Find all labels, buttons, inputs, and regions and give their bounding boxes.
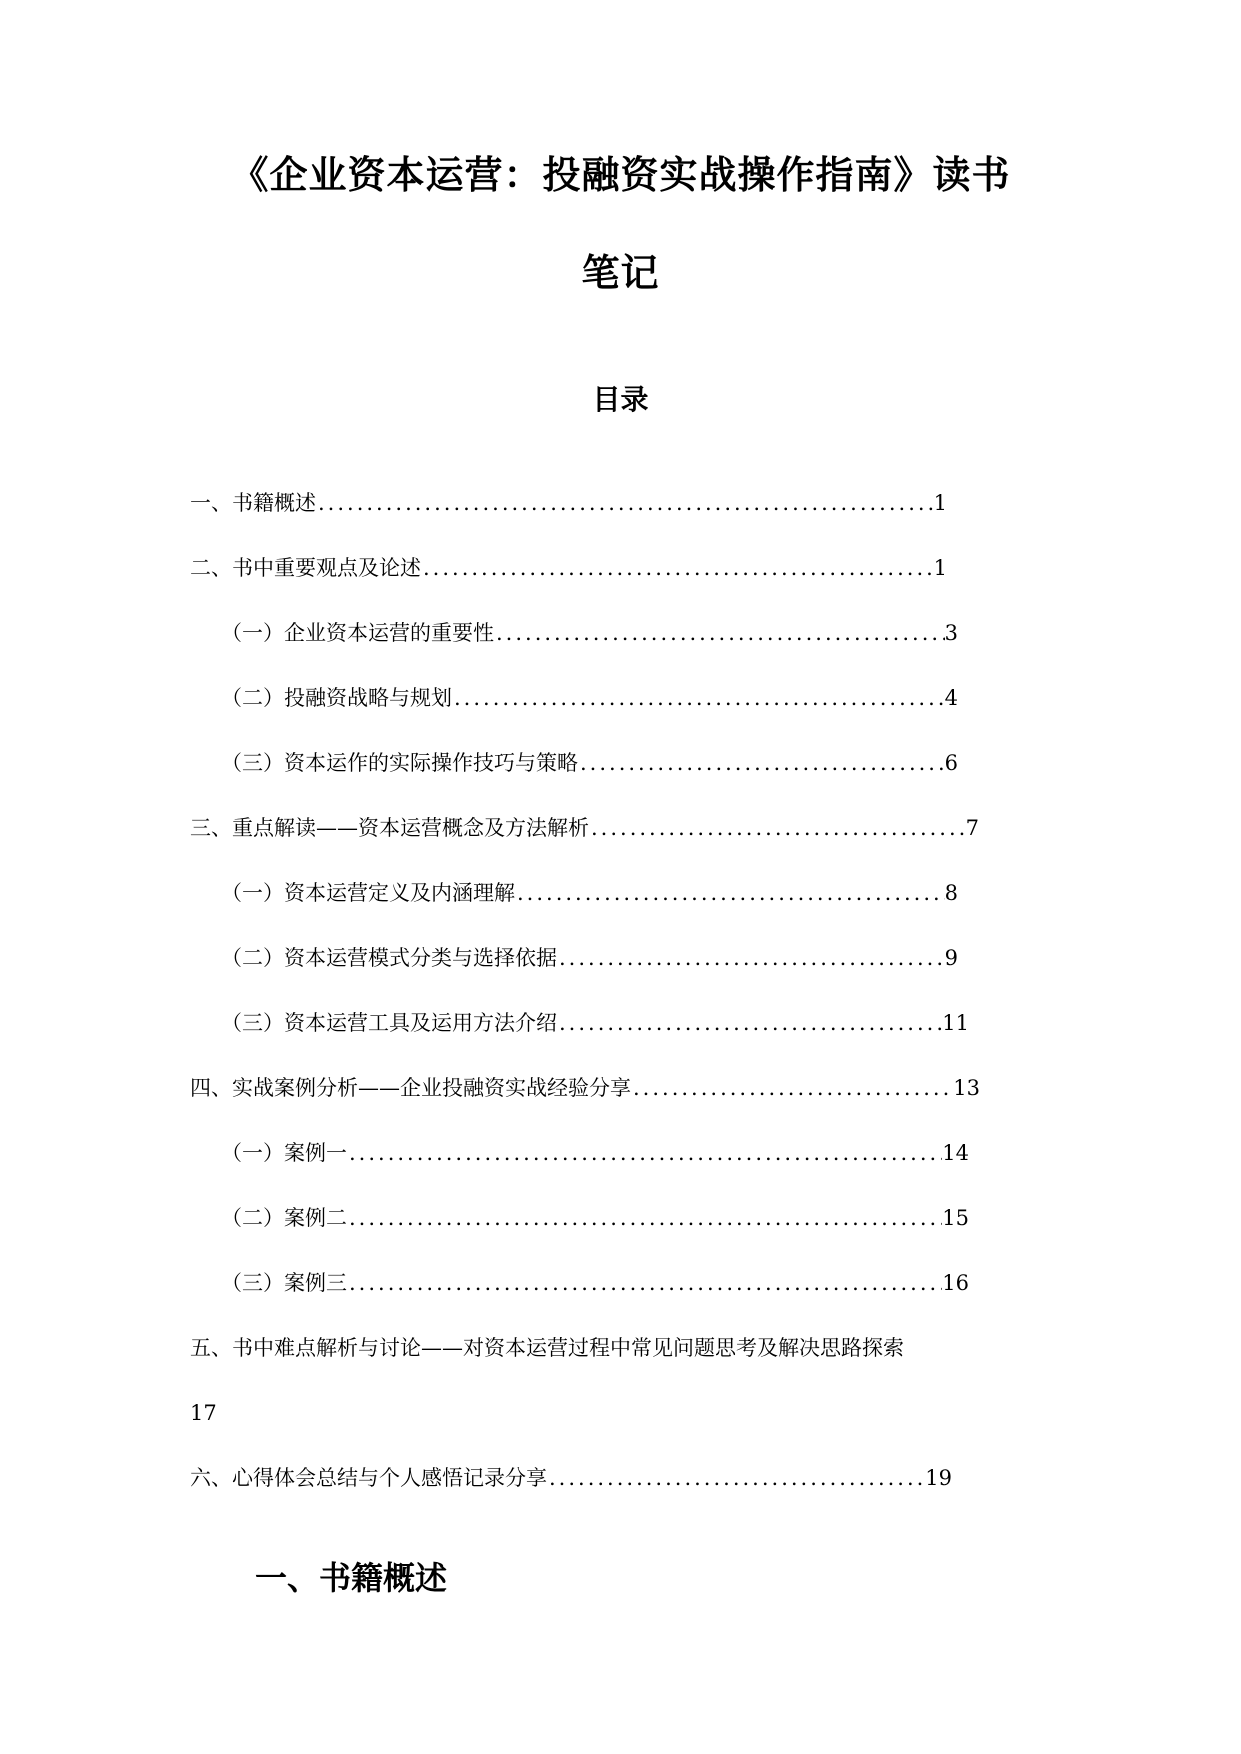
- toc-entry-label: （二）案例二: [221, 1206, 347, 1230]
- toc-entry-case-analysis[interactable]: [190, 1073, 980, 1103]
- toc-entry-label: 四、实战案例分析——企业投融资实战经验分享: [190, 1076, 631, 1100]
- toc-dot-leader: [631, 1073, 953, 1103]
- toc-entry-page: 19: [925, 1466, 952, 1490]
- toc-dot-leader: [316, 488, 934, 518]
- toc-entry-page: 16: [942, 1271, 969, 1295]
- toc-entry-2-3[interactable]: [221, 748, 958, 778]
- toc-dot-leader: [494, 618, 945, 648]
- toc-entry-page: 7: [965, 816, 979, 840]
- toc-entry-2-1[interactable]: [221, 618, 958, 648]
- toc-entry-3-1[interactable]: [221, 878, 958, 908]
- section-1-heading: 一、书籍概述: [255, 1559, 448, 1597]
- toc-heading: 目录: [592, 383, 649, 416]
- toc-entry-page: 8: [944, 881, 958, 905]
- toc-entry-label: （三）资本运作的实际操作技巧与策略: [221, 751, 578, 775]
- toc-entry-label: 二、书中重要观点及论述: [190, 556, 421, 580]
- toc-entry-page: 1: [933, 556, 947, 580]
- toc-dot-leader: [347, 1203, 942, 1233]
- toc-entry-books-overview[interactable]: [190, 488, 947, 518]
- toc-dot-leader: [578, 748, 945, 778]
- toc-entry-3-2[interactable]: [221, 943, 958, 973]
- toc-dot-leader: [515, 878, 945, 908]
- toc-entry-page: 1: [933, 491, 947, 515]
- toc-entry-label: （二）投融资战略与规划: [221, 686, 452, 710]
- toc-entry-page: 6: [944, 751, 958, 775]
- toc-entry-page: 9: [944, 946, 958, 970]
- toc-dot-leader: [547, 1463, 925, 1493]
- document-title-line-1: 《企业资本运营：投融资实战操作指南》读书: [230, 153, 1011, 197]
- toc-entry-key-interpretation[interactable]: [190, 813, 979, 843]
- toc-dot-leader: [557, 943, 945, 973]
- toc-dot-leader: [589, 813, 966, 843]
- toc-entry-label: 六、心得体会总结与个人感悟记录分享: [190, 1466, 547, 1490]
- toc-dot-leader: [557, 1008, 942, 1038]
- toc-entry-page: 3: [944, 621, 958, 645]
- toc-entry-4-1[interactable]: [221, 1138, 969, 1168]
- toc-entry-label: （一）资本运营定义及内涵理解: [221, 881, 515, 905]
- toc-entry-page: 17: [190, 1401, 217, 1425]
- toc-entry-label: 三、重点解读——资本运营概念及方法解析: [190, 816, 589, 840]
- toc-entry-label: （一）案例一: [221, 1141, 347, 1165]
- toc-dot-leader: [347, 1268, 942, 1298]
- toc-entry-page: 4: [944, 686, 958, 710]
- toc-entry-4-2[interactable]: [221, 1203, 969, 1233]
- toc-entry-label: （二）资本运营模式分类与选择依据: [221, 946, 557, 970]
- toc-entry-label: （三）案例三: [221, 1271, 347, 1295]
- toc-entry-3-3[interactable]: [221, 1008, 969, 1038]
- toc-entry-page: 15: [942, 1206, 969, 1230]
- toc-entry-reflections[interactable]: [190, 1463, 952, 1493]
- toc-entry-page: 11: [942, 1011, 969, 1035]
- document-title-line-2: 笔记: [581, 251, 660, 295]
- toc-entry-label: （三）资本运营工具及运用方法介绍: [221, 1011, 557, 1035]
- toc-entry-difficulties[interactable]: [190, 1333, 1050, 1428]
- toc-dot-leader: [347, 1138, 942, 1168]
- toc-entry-key-viewpoints[interactable]: [190, 553, 947, 583]
- toc-dot-leader: [452, 683, 945, 713]
- toc-dot-leader: [421, 553, 934, 583]
- toc-entry-page: 13: [953, 1076, 980, 1100]
- toc-entry-label: （一）企业资本运营的重要性: [221, 621, 494, 645]
- toc-entry-label: 一、书籍概述: [190, 491, 316, 515]
- toc-entry-label: 五、书中难点解析与讨论——对资本运营过程中常见问题思考及解决思路探索: [190, 1336, 904, 1360]
- toc-entry-2-2[interactable]: [221, 683, 958, 713]
- toc-entry-page: 14: [942, 1141, 969, 1165]
- toc-entry-4-3[interactable]: [221, 1268, 969, 1298]
